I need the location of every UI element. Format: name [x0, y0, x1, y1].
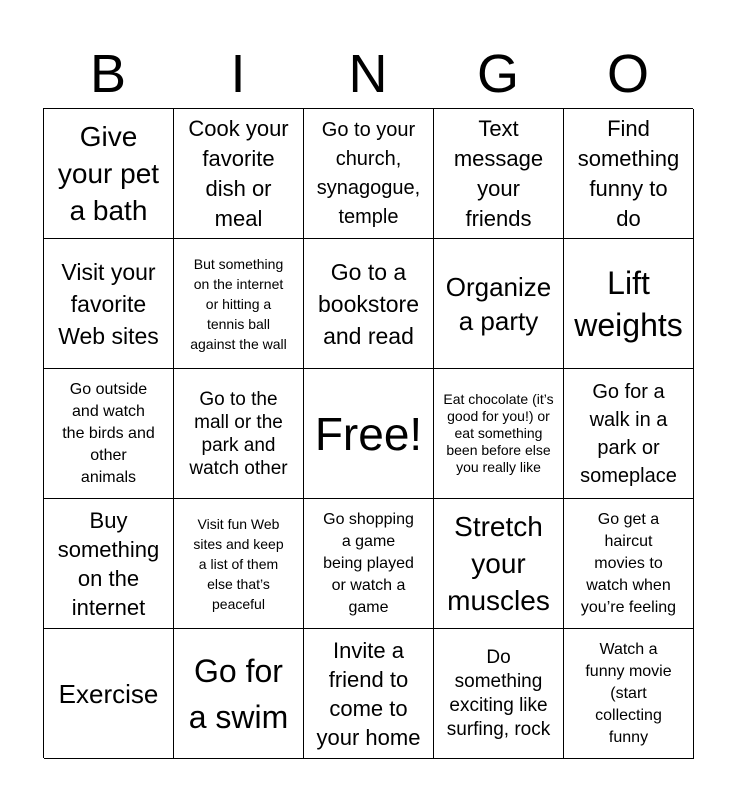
header-letter-g: G: [476, 44, 519, 104]
bingo-cell-n1[interactable]: [304, 109, 434, 239]
bingo-cell-i5[interactable]: [174, 629, 304, 759]
cell-text: Go to a bookstore and read: [317, 258, 419, 349]
bingo-cell-o5[interactable]: [564, 629, 694, 759]
bingo-cell-g5[interactable]: [434, 629, 564, 759]
bingo-cell-b3[interactable]: [44, 369, 174, 499]
bingo-cell-g1[interactable]: [434, 109, 564, 239]
bingo-cell-b2[interactable]: [44, 239, 174, 369]
free-space-text: Free!: [314, 407, 423, 460]
bingo-cell-g3[interactable]: [434, 369, 564, 499]
header-letter-o: O: [606, 44, 649, 104]
bingo-cell-b1[interactable]: [44, 109, 174, 239]
bingo-cell-i1[interactable]: [174, 109, 304, 239]
bingo-cell-n5[interactable]: [304, 629, 434, 759]
cell-text: Go to the mall or the park and watch other: [189, 388, 288, 479]
bingo-board: [43, 108, 693, 758]
bingo-cell-o1[interactable]: [564, 109, 694, 239]
cell-text: Go for a walk in a park or someplace: [580, 380, 677, 487]
cell-text: Watch a funny movie (start collecting funny: [585, 640, 672, 746]
cell-text: Invite a friend to come to your home: [316, 637, 421, 750]
bingo-cell-g4[interactable]: [434, 499, 564, 629]
cell-text: Do something exciting like surfing, rock: [446, 646, 551, 740]
bingo-cell-b5[interactable]: [44, 629, 174, 759]
bingo-cell-o4[interactable]: [564, 499, 694, 629]
cell-text: But something on the internet or hitting a tennis ball against the wall: [190, 255, 287, 352]
cell-text: Go shopping a game being played or watch a game: [323, 510, 414, 616]
header-letter-i: I: [230, 44, 246, 104]
bingo-cell-n3-free[interactable]: [304, 369, 434, 499]
cell-text: Cook your favorite dish or meal: [188, 115, 289, 231]
cell-text: Go for a swim: [188, 652, 289, 735]
cell-text: Exercise: [58, 678, 159, 709]
cell-text: Give your pet a bath: [57, 121, 160, 226]
cell-text: Buy something on the internet: [57, 507, 160, 620]
bingo-cell-n2[interactable]: [304, 239, 434, 369]
cell-text: Find something funny to do: [577, 115, 680, 231]
bingo-cell-i2[interactable]: [174, 239, 304, 369]
bingo-cell-i3[interactable]: [174, 369, 304, 499]
bingo-cell-g2[interactable]: [434, 239, 564, 369]
bingo-header: [43, 40, 693, 108]
cell-text: Organize a party: [445, 271, 552, 336]
cell-text: Text message your friends: [453, 115, 544, 231]
bingo-cell-b4[interactable]: [44, 499, 174, 629]
cell-text: Eat chocolate (it’s good for you!) or eat something been before else you really like: [443, 391, 554, 475]
header-letter-b: B: [89, 44, 127, 104]
cell-text: Lift weights: [574, 264, 683, 343]
cell-text: Visit fun Web sites and keep a list of them else that’s peaceful: [193, 515, 284, 612]
cell-text: Visit your favorite Web sites: [58, 258, 159, 349]
header-letter-n: N: [348, 44, 388, 104]
bingo-cell-n4[interactable]: [304, 499, 434, 629]
cell-text: Go to your church, synagogue, temple: [316, 118, 421, 228]
bingo-cell-i4[interactable]: [174, 499, 304, 629]
cell-text: Stretch your muscles: [447, 511, 550, 616]
cell-text: Go get a haircut movies to watch when you’re feeling: [580, 510, 677, 616]
bingo-cell-o3[interactable]: [564, 369, 694, 499]
bingo-cell-o2[interactable]: [564, 239, 694, 369]
cell-text: Go outside and watch the birds and other animals: [62, 380, 155, 486]
